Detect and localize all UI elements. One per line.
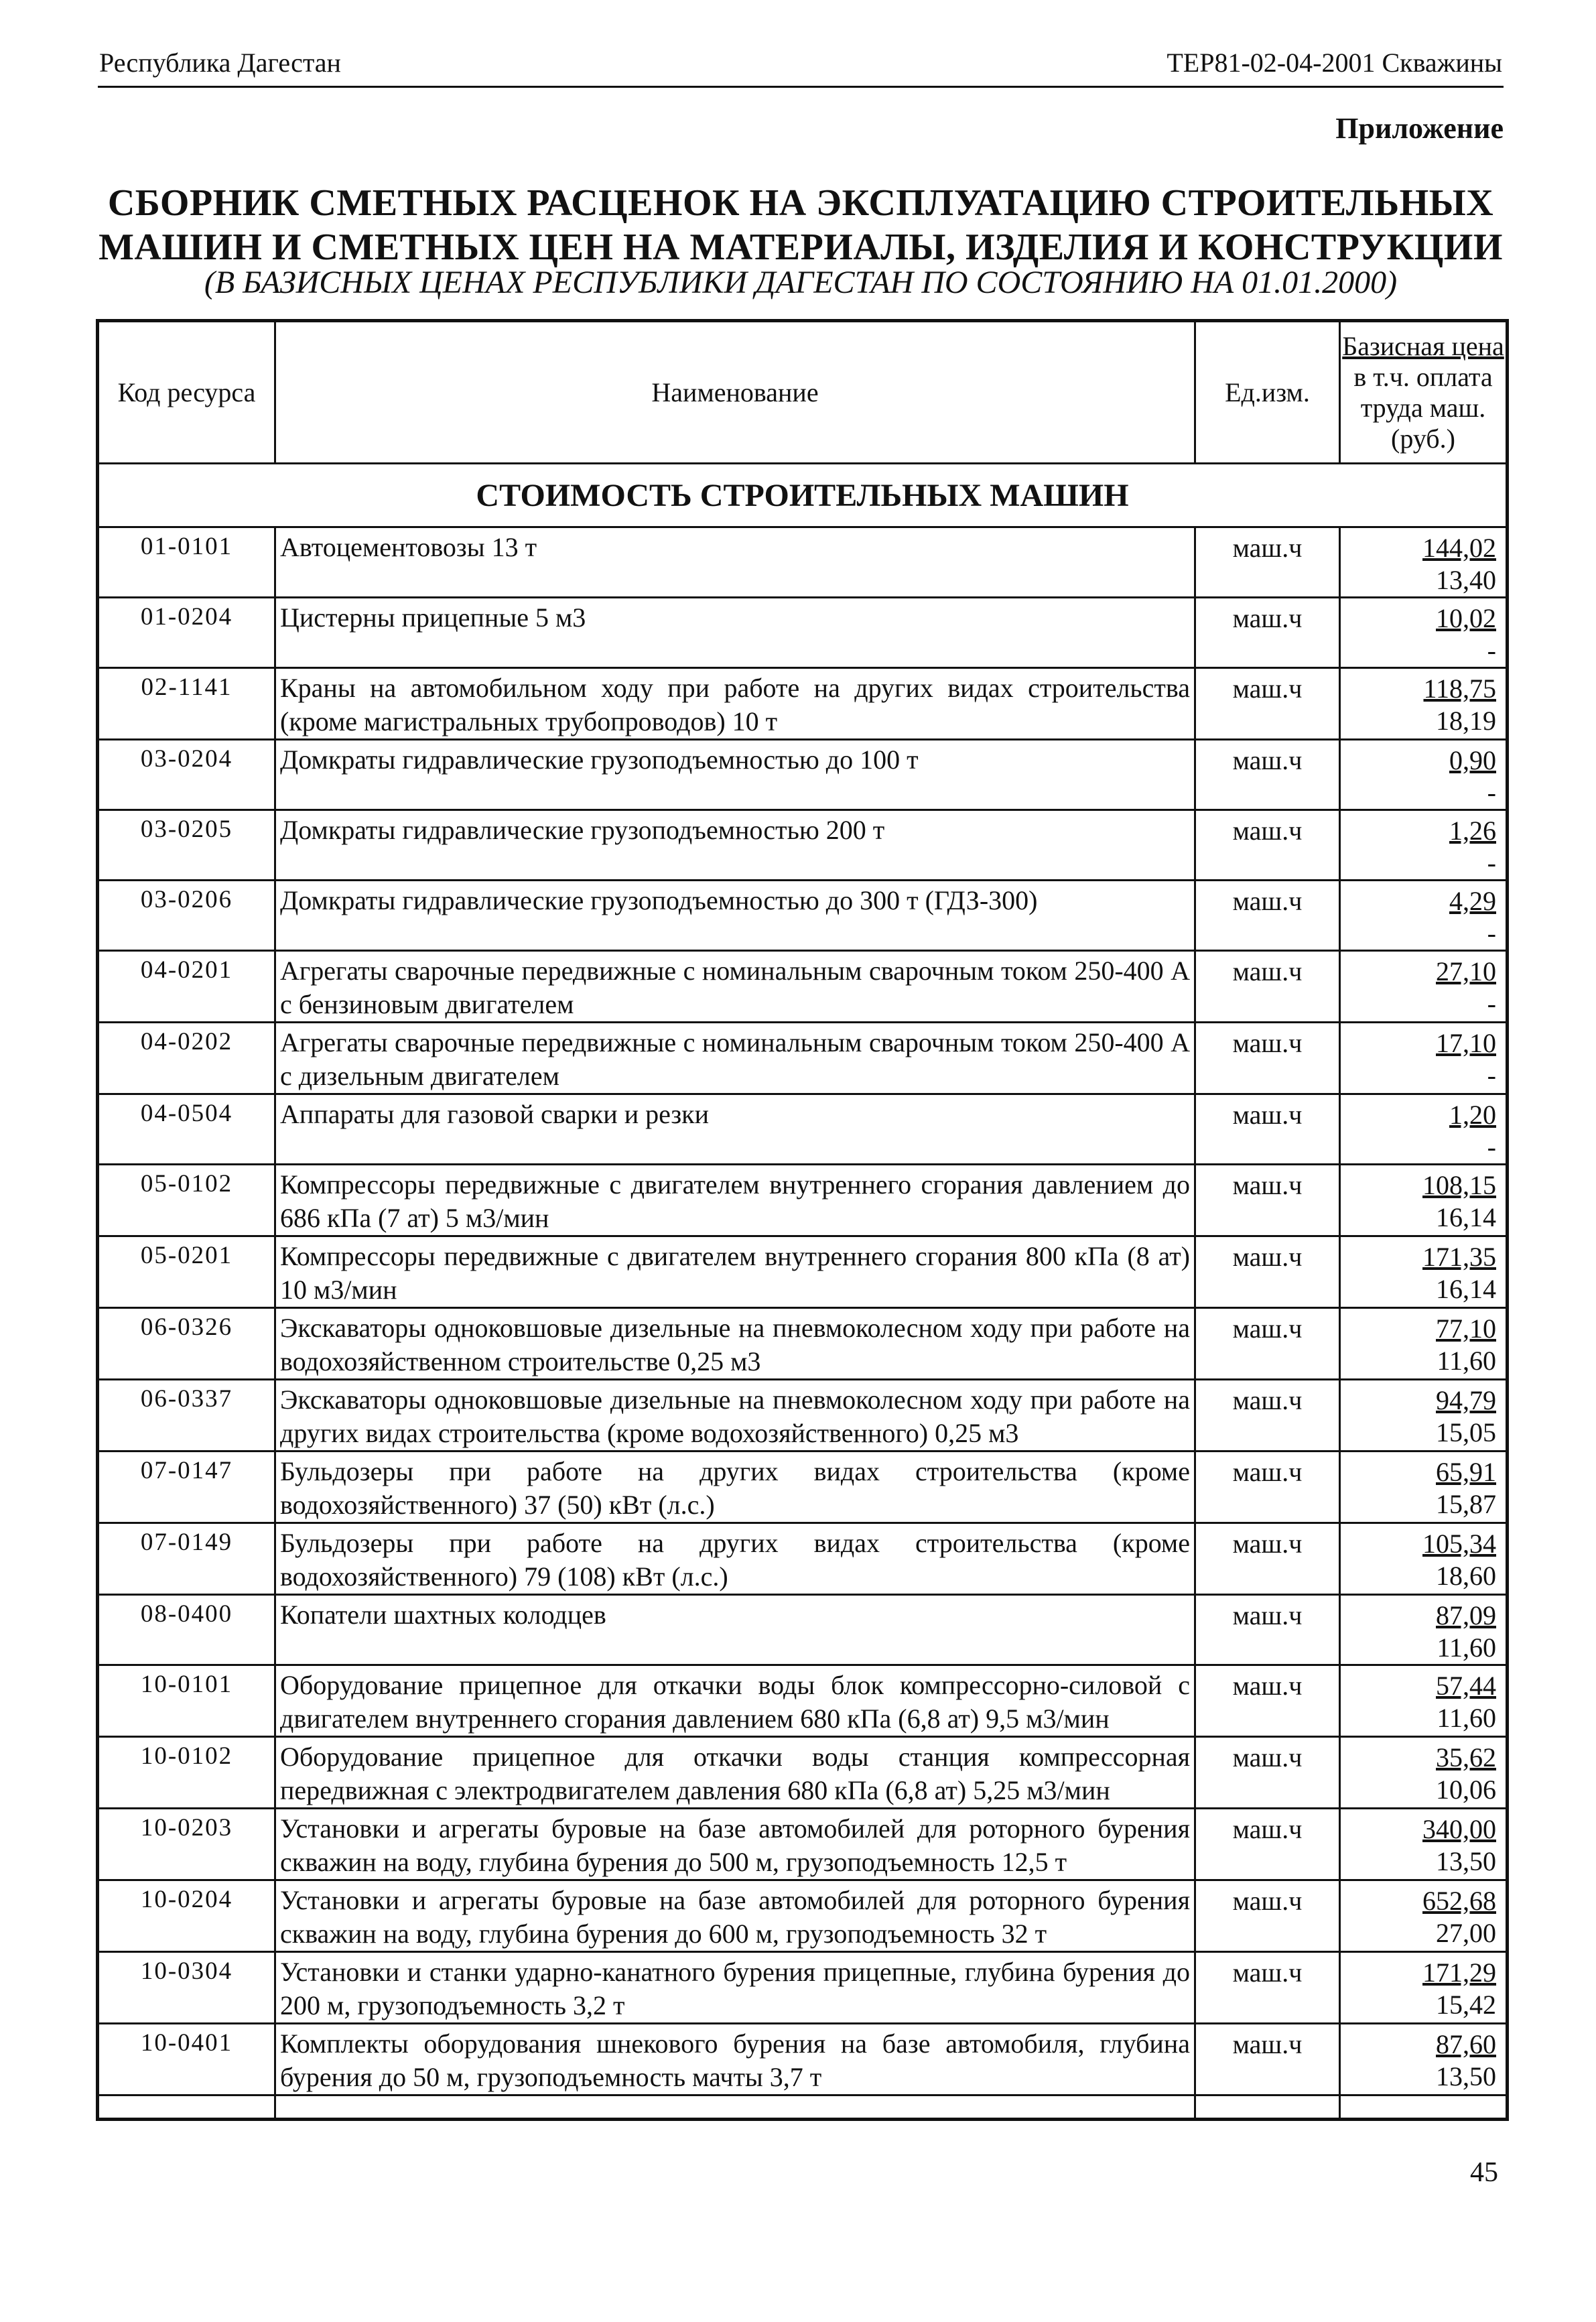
table-row (98, 881, 1508, 951)
resource-name: Установки и станки ударно-канатного бурения прицепные, глубина бурения до 200 м, грузоподъемность 3,2 т (275, 1952, 1195, 2024)
resource-name: Домкраты гидравлические грузоподъемностью до 100 т (275, 740, 1195, 810)
resource-unit: маш.ч (1195, 881, 1340, 951)
labor-price: 27,00 (1436, 1918, 1496, 1948)
resource-unit: маш.ч (1195, 1665, 1340, 1737)
base-price: 57,44 (1436, 1671, 1496, 1701)
base-price: 87,60 (1436, 2029, 1496, 2059)
resource-name: Аппараты для газовой сварки и резки (275, 1094, 1195, 1165)
resource-unit: маш.ч (1195, 1809, 1340, 1880)
resource-unit: маш.ч (1195, 810, 1340, 881)
table-row (98, 527, 1508, 598)
base-price: 118,75 (1423, 673, 1496, 704)
resource-name: Бульдозеры при работе на других видах строительства (кроме водохозяйственного) 37 (50) кВт (л.с.) (275, 1452, 1195, 1523)
resource-unit: маш.ч (1195, 668, 1340, 740)
header-document-code: ТЕР81-02-04-2001 Скважины (1167, 48, 1502, 78)
resource-name: Оборудование прицепное для откачки воды станция компрессорная передвижная с электродвигателем давления 680 кПа (6,8 ат) 5,25 м3/мин (275, 1737, 1195, 1809)
table-row (98, 810, 1508, 881)
header-price-currency: (руб.) (1391, 423, 1455, 454)
table-row (98, 1809, 1508, 1880)
resource-price-cell (1340, 1809, 1508, 1880)
table-row (98, 1595, 1508, 1665)
labor-price: - (1487, 1132, 1496, 1162)
base-price: 4,29 (1449, 886, 1496, 916)
resource-code: 05-0102 (98, 1165, 275, 1236)
resource-unit: маш.ч (1195, 598, 1340, 668)
labor-price: - (1487, 918, 1496, 948)
table-row (98, 1236, 1508, 1308)
resource-code: 03-0205 (98, 810, 275, 881)
resource-price-cell (1340, 881, 1508, 951)
base-price: 105,34 (1422, 1529, 1496, 1559)
labor-price: 13,50 (1436, 1846, 1496, 1876)
table-row (98, 1094, 1508, 1165)
base-price: 108,15 (1422, 1170, 1496, 1200)
resource-code: 01-0101 (98, 527, 275, 598)
resource-code: 07-0149 (98, 1523, 275, 1595)
labor-price: - (1487, 988, 1496, 1019)
table-row (98, 951, 1508, 1023)
resource-code: 06-0337 (98, 1380, 275, 1452)
table-row (98, 1665, 1508, 1737)
resource-unit: маш.ч (1195, 951, 1340, 1023)
resource-price-cell (1340, 2024, 1508, 2095)
header-region: Республика Дагестан (99, 48, 341, 78)
base-price: 0,90 (1449, 745, 1496, 775)
resource-unit: маш.ч (1195, 1595, 1340, 1665)
table-row (98, 1737, 1508, 1809)
labor-price: 18,19 (1436, 706, 1496, 736)
resource-code: 10-0401 (98, 2024, 275, 2095)
base-price: 1,20 (1449, 1100, 1496, 1130)
resource-code: 03-0206 (98, 881, 275, 951)
empty-row (98, 2095, 1508, 2120)
resource-code: 06-0326 (98, 1308, 275, 1380)
resource-code: 07-0147 (98, 1452, 275, 1523)
resource-code: 05-0201 (98, 1236, 275, 1308)
header-price-labor: в т.ч. оплата (1353, 361, 1493, 392)
base-price: 171,35 (1422, 1242, 1496, 1272)
resource-price-cell (1340, 1236, 1508, 1308)
resource-name: Цистерны прицепные 5 м3 (275, 598, 1195, 668)
resource-unit: маш.ч (1195, 1023, 1340, 1094)
header-code: Код ресурса (98, 321, 275, 464)
base-price: 35,62 (1436, 1742, 1496, 1772)
table-row (98, 1380, 1508, 1452)
empty-cell (98, 2095, 275, 2120)
resource-unit: маш.ч (1195, 1236, 1340, 1308)
base-price: 94,79 (1436, 1385, 1496, 1415)
resource-price-cell (1340, 1023, 1508, 1094)
resource-unit: маш.ч (1195, 2024, 1340, 2095)
resource-price-cell (1340, 1452, 1508, 1523)
table-row (98, 2024, 1508, 2095)
resource-price-cell (1340, 527, 1508, 598)
resource-price-cell (1340, 1094, 1508, 1165)
labor-price: 15,42 (1436, 1990, 1496, 2020)
resource-unit: маш.ч (1195, 1094, 1340, 1165)
resource-code: 10-0102 (98, 1737, 275, 1809)
resource-name: Установки и агрегаты буровые на базе автомобилей для роторного бурения скважин на воду, глубина бурения до 600 м, грузоподъемность 32 т (275, 1880, 1195, 1952)
title-line-1: СБОРНИК СМЕТНЫХ РАСЦЕНОК НА ЭКСПЛУАТАЦИЮ СТРОИТЕЛЬНЫХ (107, 182, 1494, 224)
resource-price-cell (1340, 1880, 1508, 1952)
labor-price: 13,50 (1436, 2061, 1496, 2091)
header-divider (98, 86, 1504, 88)
labor-price: 15,87 (1436, 1489, 1496, 1519)
table-row (98, 1165, 1508, 1236)
resource-name: Оборудование прицепное для откачки воды блок компрессорно-силовой с двигателем внутреннего сгорания давлением 680 кПа (6,8 ат) 9,5 м3/мин (275, 1665, 1195, 1737)
section-row (98, 464, 1508, 527)
table-row (98, 668, 1508, 740)
resource-name: Бульдозеры при работе на других видах строительства (кроме водохозяйственного) 79 (108) кВт (л.с.) (275, 1523, 1195, 1595)
base-price: 87,09 (1436, 1600, 1496, 1630)
base-price: 652,68 (1422, 1886, 1496, 1916)
table-row (98, 740, 1508, 810)
resource-code: 04-0202 (98, 1023, 275, 1094)
empty-cell (275, 2095, 1195, 2120)
resource-name: Компрессоры передвижные с двигателем внутреннего сгорания давлением до 686 кПа (7 ат) 5 м3/мин (275, 1165, 1195, 1236)
labor-price: 10,06 (1436, 1775, 1496, 1805)
resource-price-cell (1340, 1380, 1508, 1452)
title-line-2: МАШИН И СМЕТНЫХ ЦЕН НА МАТЕРИАЛЫ, ИЗДЕЛИЯ И КОНСТРУКЦИИ (98, 227, 1503, 268)
resource-price-cell (1340, 1165, 1508, 1236)
resource-price-cell (1340, 598, 1508, 668)
labor-price: 11,60 (1437, 1703, 1496, 1733)
resource-price-cell (1340, 1308, 1508, 1380)
resource-price-cell (1340, 951, 1508, 1023)
resource-code: 04-0201 (98, 951, 275, 1023)
labor-price: 15,05 (1436, 1417, 1496, 1447)
labor-price: - (1487, 635, 1496, 665)
resource-code: 02-1141 (98, 668, 275, 740)
resource-unit: маш.ч (1195, 527, 1340, 598)
resource-unit: маш.ч (1195, 1952, 1340, 2024)
resource-name: Агрегаты сварочные передвижные с номинальным сварочным током 250-400 А с бензиновым двигателем (275, 951, 1195, 1023)
labor-price: 11,60 (1437, 1632, 1496, 1663)
header-name: Наименование (275, 321, 1195, 464)
resource-name: Комплекты оборудования шнекового бурения на базе автомобиля, глубина бурения до 50 м, грузоподъемность мачты 3,7 т (275, 2024, 1195, 2095)
header-price-labor-2: труда маш. (1360, 392, 1486, 423)
table-row (98, 1523, 1508, 1595)
base-price: 17,10 (1436, 1028, 1496, 1058)
resource-code: 04-0504 (98, 1094, 275, 1165)
resource-unit: маш.ч (1195, 1880, 1340, 1952)
labor-price: 16,14 (1436, 1274, 1496, 1304)
empty-cell (1340, 2095, 1508, 2120)
resource-unit: маш.ч (1195, 740, 1340, 810)
resource-unit: маш.ч (1195, 1380, 1340, 1452)
labor-price: 16,14 (1436, 1202, 1496, 1232)
empty-cell (1195, 2095, 1340, 2120)
labor-price: 13,40 (1436, 565, 1496, 595)
header-price (1340, 321, 1508, 464)
labor-price: - (1487, 848, 1496, 878)
table-header-row (98, 321, 1508, 464)
table-row (98, 1023, 1508, 1094)
header-price-base: Базисная цена (1342, 330, 1504, 361)
labor-price: - (1487, 777, 1496, 808)
table-row (98, 1952, 1508, 2024)
base-price: 340,00 (1422, 1814, 1496, 1844)
resource-name: Краны на автомобильном ходу при работе на других видах строительства (кроме магистральных трубопроводов) 10 т (275, 668, 1195, 740)
resource-unit: маш.ч (1195, 1452, 1340, 1523)
resource-unit: маш.ч (1195, 1737, 1340, 1809)
resource-unit: маш.ч (1195, 1523, 1340, 1595)
base-price: 171,29 (1422, 1957, 1496, 1988)
resource-name: Агрегаты сварочные передвижные с номинальным сварочным током 250-400 А с дизельным двигателем (275, 1023, 1195, 1094)
resource-name: Автоцементовозы 13 т (275, 527, 1195, 598)
resource-code: 10-0101 (98, 1665, 275, 1737)
resource-name: Домкраты гидравлические грузоподъемностью до 300 т (ГДЗ-300) (275, 881, 1195, 951)
resource-name: Компрессоры передвижные с двигателем внутреннего сгорания 800 кПа (8 ат) 10 м3/мин (275, 1236, 1195, 1308)
resource-price-cell (1340, 1952, 1508, 2024)
resource-price-cell (1340, 1665, 1508, 1737)
resource-price-cell (1340, 1595, 1508, 1665)
header-unit: Ед.изм. (1195, 321, 1340, 464)
table-row (98, 1880, 1508, 1952)
resource-code: 10-0203 (98, 1809, 275, 1880)
resource-price-cell (1340, 1737, 1508, 1809)
resource-unit: маш.ч (1195, 1308, 1340, 1380)
resource-code: 01-0204 (98, 598, 275, 668)
table-row (98, 1452, 1508, 1523)
resource-name: Экскаваторы одноковшовые дизельные на пневмоколесном ходу при работе на других видах строительства (кроме водохозяйственного) 0,25 м3 (275, 1380, 1195, 1452)
page-title (98, 181, 1504, 269)
resource-price-table (96, 319, 1509, 2121)
base-price: 1,26 (1449, 816, 1496, 846)
running-header (98, 42, 1504, 82)
resource-name: Экскаваторы одноковшовые дизельные на пневмоколесном ходу при работе на водохозяйственном строительстве 0,25 м3 (275, 1308, 1195, 1380)
base-price: 27,10 (1436, 956, 1496, 986)
table-row (98, 1308, 1508, 1380)
labor-price: 11,60 (1437, 1346, 1496, 1376)
labor-price: - (1487, 1060, 1496, 1090)
resource-price-cell (1340, 810, 1508, 881)
table-row (98, 598, 1508, 668)
resource-price-cell (1340, 668, 1508, 740)
resource-code: 10-0304 (98, 1952, 275, 2024)
resource-code: 10-0204 (98, 1880, 275, 1952)
resource-code: 03-0204 (98, 740, 275, 810)
resource-name: Установки и агрегаты буровые на базе автомобилей для роторного бурения скважин на воду, глубина бурения до 500 м, грузоподъемность 12,5 т (275, 1809, 1195, 1880)
resource-unit: маш.ч (1195, 1165, 1340, 1236)
base-price: 65,91 (1436, 1457, 1496, 1487)
resource-name: Копатели шахтных колодцев (275, 1595, 1195, 1665)
base-price: 144,02 (1422, 533, 1496, 563)
page-number: 45 (1470, 2157, 1498, 2188)
labor-price: 18,60 (1436, 1561, 1496, 1591)
page-subtitle: (В БАЗИСНЫХ ЦЕНАХ РЕСПУБЛИКИ ДАГЕСТАН ПО СОСТОЯНИЮ НА 01.01.2000) (204, 265, 1398, 300)
resource-code: 08-0400 (98, 1595, 275, 1665)
resource-price-cell (1340, 740, 1508, 810)
base-price: 10,02 (1436, 603, 1496, 633)
resource-name: Домкраты гидравлические грузоподъемностью 200 т (275, 810, 1195, 881)
section-title: СТОИМОСТЬ СТРОИТЕЛЬНЫХ МАШИН (98, 464, 1508, 527)
base-price: 77,10 (1436, 1313, 1496, 1344)
resource-price-cell (1340, 1523, 1508, 1595)
appendix-label: Приложение (1335, 112, 1504, 145)
